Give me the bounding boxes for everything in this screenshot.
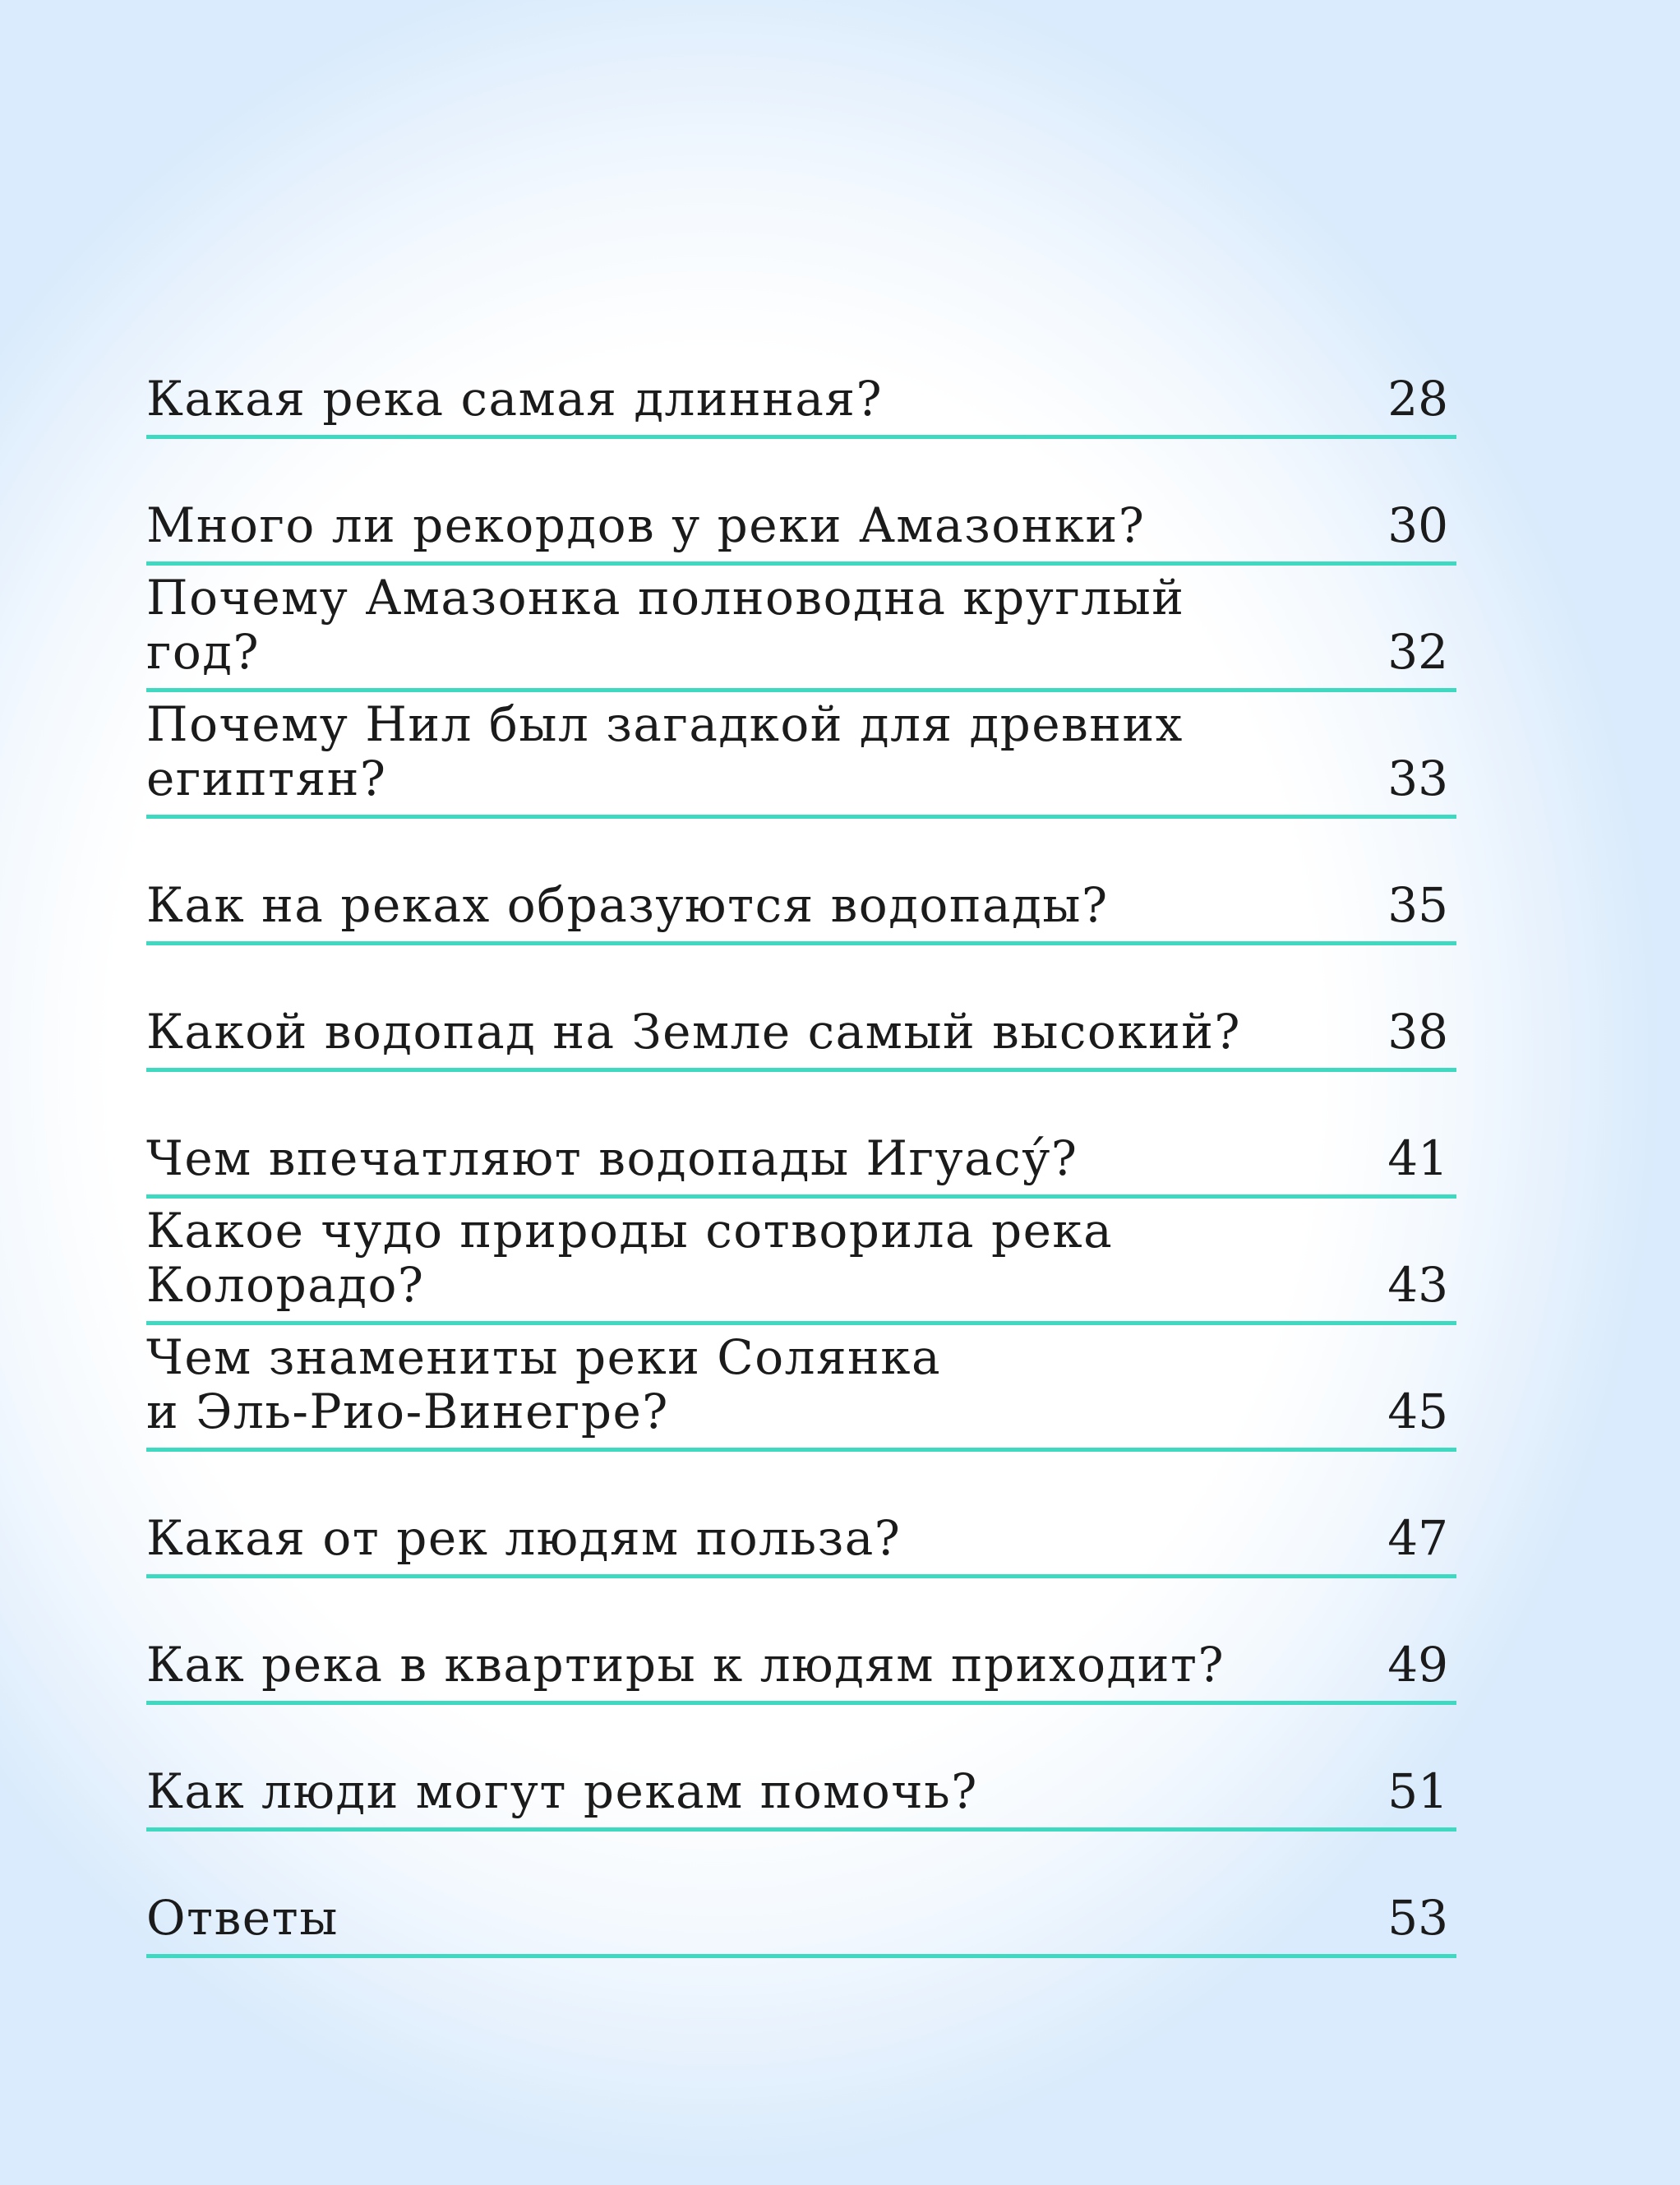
toc-entry[interactable] (146, 1832, 1456, 1958)
toc-entry-page-number: 41 (1387, 1130, 1448, 1186)
toc-entry-title: Как люди могут рекам помочь? (146, 1763, 978, 1819)
toc-entry[interactable] (146, 439, 1456, 566)
toc-entry[interactable] (146, 819, 1456, 945)
toc-entry-page-number: 28 (1387, 371, 1448, 427)
toc-entry-page-number: 45 (1387, 1384, 1448, 1439)
toc-entry-title: Почему Амазонка полноводна круглый год? (146, 570, 1185, 680)
toc-entry-page-number: 53 (1387, 1890, 1448, 1946)
toc-entry-title: Какое чудо природы сотворила река Колорадо? (146, 1203, 1114, 1313)
toc-entry-page-number: 35 (1387, 877, 1448, 933)
toc-entry-title: Ответы (146, 1890, 339, 1946)
toc-entry[interactable] (146, 1199, 1456, 1325)
toc-entry[interactable] (146, 1705, 1456, 1832)
toc-entry[interactable] (146, 945, 1456, 1072)
toc-entry-title: Чем знамениты реки Солянка и Эль-Рио-Винегре? (146, 1329, 942, 1439)
toc-entry-title: Много ли рекордов у реки Амазонки? (146, 497, 1146, 553)
toc-entry-title: Какая река самая длинная? (146, 371, 884, 427)
toc-entry[interactable] (146, 1072, 1456, 1199)
toc-entry[interactable] (146, 1578, 1456, 1705)
toc-entry-page-number: 32 (1387, 624, 1448, 680)
toc-entry[interactable] (146, 312, 1456, 439)
toc-entry[interactable] (146, 692, 1456, 819)
toc-entry-page-number: 51 (1387, 1763, 1448, 1819)
toc-entry-page-number: 43 (1387, 1257, 1448, 1313)
toc-entry-title: Какая от рек людям польза? (146, 1510, 902, 1566)
toc-entry-page-number: 47 (1387, 1510, 1448, 1566)
toc-entry[interactable] (146, 1452, 1456, 1578)
toc-entry-page-number: 49 (1387, 1637, 1448, 1693)
toc-entry-page-number: 30 (1387, 497, 1448, 553)
toc-entry[interactable] (146, 1325, 1456, 1452)
table-of-contents (146, 312, 1456, 1958)
toc-entry[interactable] (146, 566, 1456, 692)
toc-entry-title: Чем впечатляют водопады Игуасу́? (146, 1130, 1078, 1186)
toc-entry-title: Как на реках образуются водопады? (146, 877, 1109, 933)
toc-entry-page-number: 38 (1387, 1004, 1448, 1060)
toc-entry-title: Как река в квартиры к людям приходит? (146, 1637, 1225, 1693)
toc-entry-title: Какой водопад на Земле самый высокий? (146, 1004, 1241, 1060)
toc-entry-title: Почему Нил был загадкой для древних египтян? (146, 696, 1184, 806)
toc-entry-page-number: 33 (1387, 751, 1448, 806)
